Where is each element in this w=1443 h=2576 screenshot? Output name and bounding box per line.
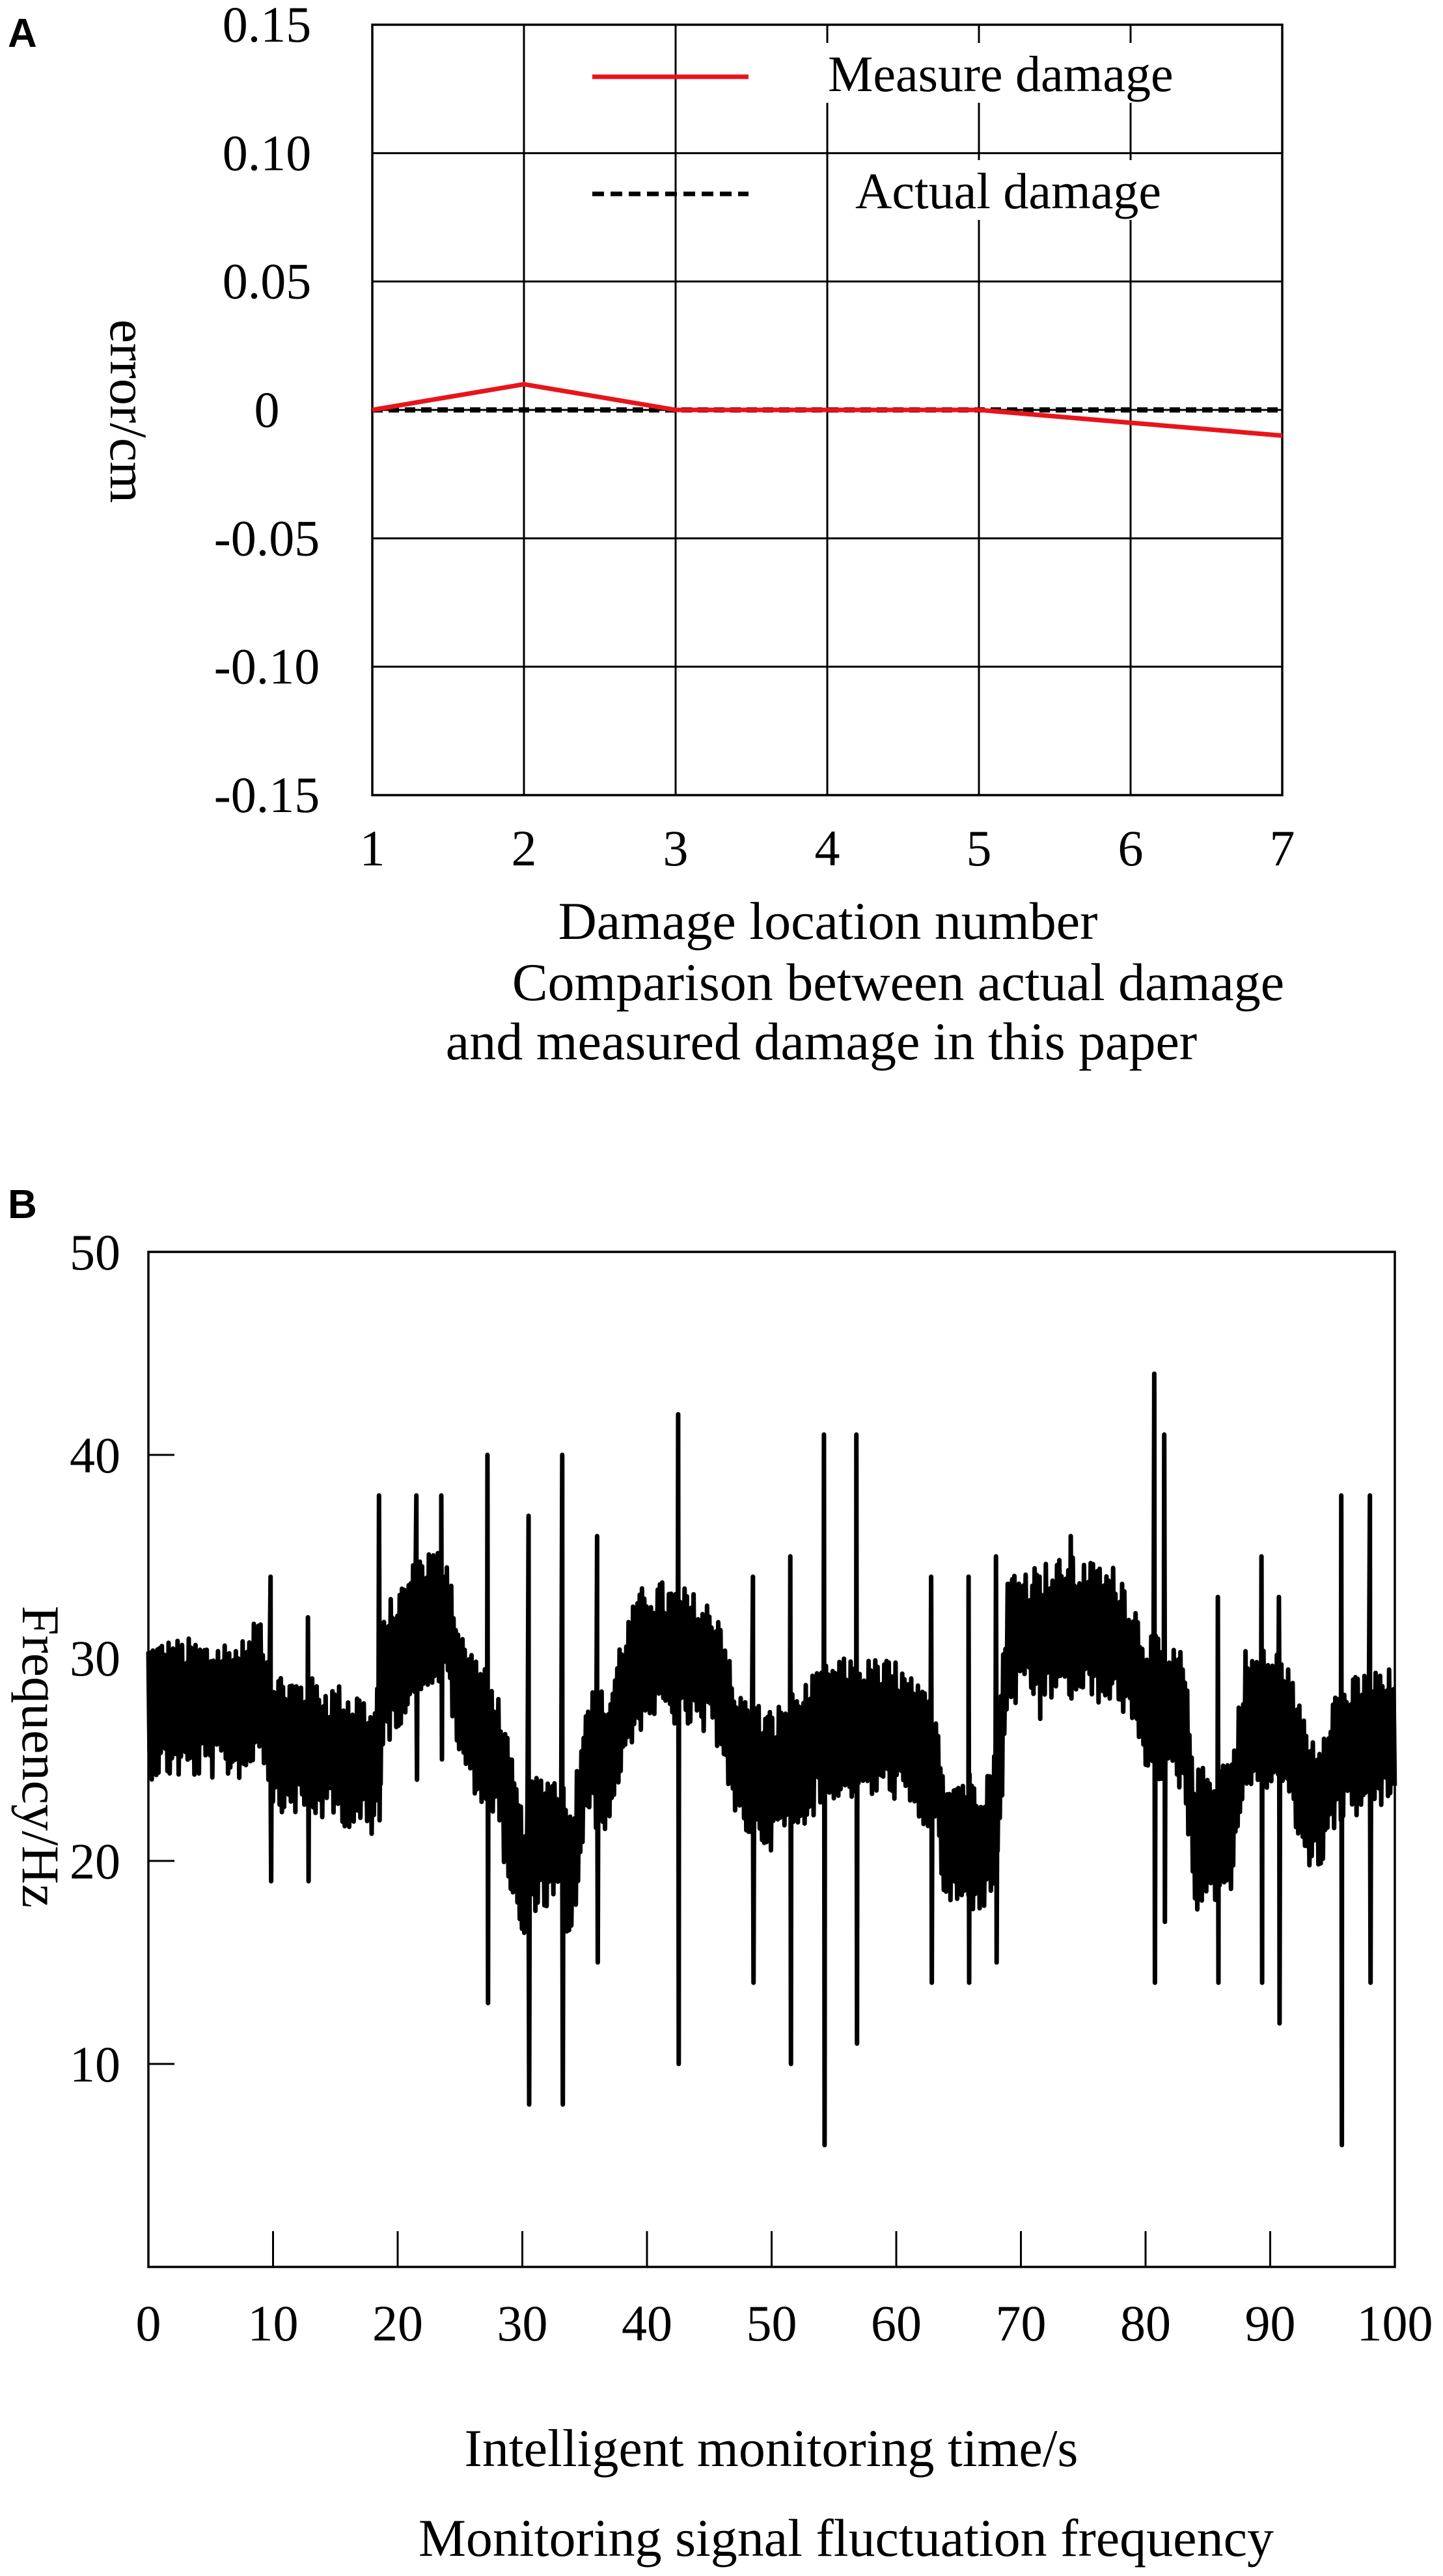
y-tick-label: 30 <box>70 1630 120 1687</box>
y-tick-label: -0.05 <box>213 509 320 567</box>
caption-a-line1: Comparison between actual damage <box>512 953 1285 1012</box>
x-tick-label: 3 <box>663 820 689 876</box>
x-tick-label: 7 <box>1269 820 1295 876</box>
panel-b <box>8 1182 1433 2568</box>
x-tick-label: 90 <box>1244 2295 1296 2352</box>
caption-b: Monitoring signal fluctuation frequency <box>419 2508 1274 2568</box>
x-tick-label: 1 <box>359 820 385 876</box>
panel-label-a: A <box>8 11 37 56</box>
x-ticks-a <box>360 820 1295 876</box>
x-ticks-b <box>136 2231 1433 2352</box>
x-axis-title-b: Intelligent monitoring time/s <box>464 2419 1079 2478</box>
y-tick-label: 10 <box>70 2036 120 2093</box>
x-tick-label: 50 <box>746 2295 797 2352</box>
panel-label-b: B <box>8 1182 37 1227</box>
x-tick-label: 80 <box>1120 2295 1171 2352</box>
y-tick-label: 20 <box>70 1833 120 1890</box>
x-tick-label: 10 <box>247 2295 299 2352</box>
x-tick-label: 4 <box>814 820 840 876</box>
y-tick-label: 0.15 <box>222 0 312 53</box>
x-tick-label: 0 <box>135 2295 161 2352</box>
x-tick-label: 20 <box>372 2295 423 2352</box>
y-tick-label: 50 <box>70 1224 120 1281</box>
y-tick-label: 0 <box>254 381 280 438</box>
y-axis-title-a: error/cm <box>99 319 158 504</box>
y-tick-label: 40 <box>70 1427 120 1484</box>
y-ticks-a <box>214 0 320 823</box>
x-tick-label: 100 <box>1356 2295 1433 2352</box>
y-tick-label: 0.10 <box>222 124 312 182</box>
x-tick-label: 60 <box>871 2295 922 2352</box>
x-tick-label: 30 <box>497 2295 548 2352</box>
panel-a <box>8 0 1295 1071</box>
x-tick-label: 70 <box>995 2295 1047 2352</box>
series-line-frequency <box>148 1374 1395 2145</box>
x-axis-title-a: Damage location number <box>558 891 1098 951</box>
y-tick-label: 0.05 <box>222 252 312 310</box>
x-tick-label: 2 <box>511 820 537 876</box>
x-tick-label: 6 <box>1118 820 1144 876</box>
y-tick-label: -0.15 <box>213 766 320 823</box>
legend-label-measure: Measure damage <box>828 46 1174 102</box>
legend-a <box>592 43 1274 220</box>
x-tick-label: 40 <box>622 2295 672 2352</box>
y-tick-label: -0.10 <box>213 638 320 695</box>
legend-label-actual: Actual damage <box>855 163 1161 219</box>
y-axis-title-b: Frequency/Hz <box>11 1605 70 1908</box>
caption-a-line2: and measured damage in this paper <box>445 1012 1198 1071</box>
x-tick-label: 5 <box>966 820 992 876</box>
series-b <box>148 1374 1395 2145</box>
